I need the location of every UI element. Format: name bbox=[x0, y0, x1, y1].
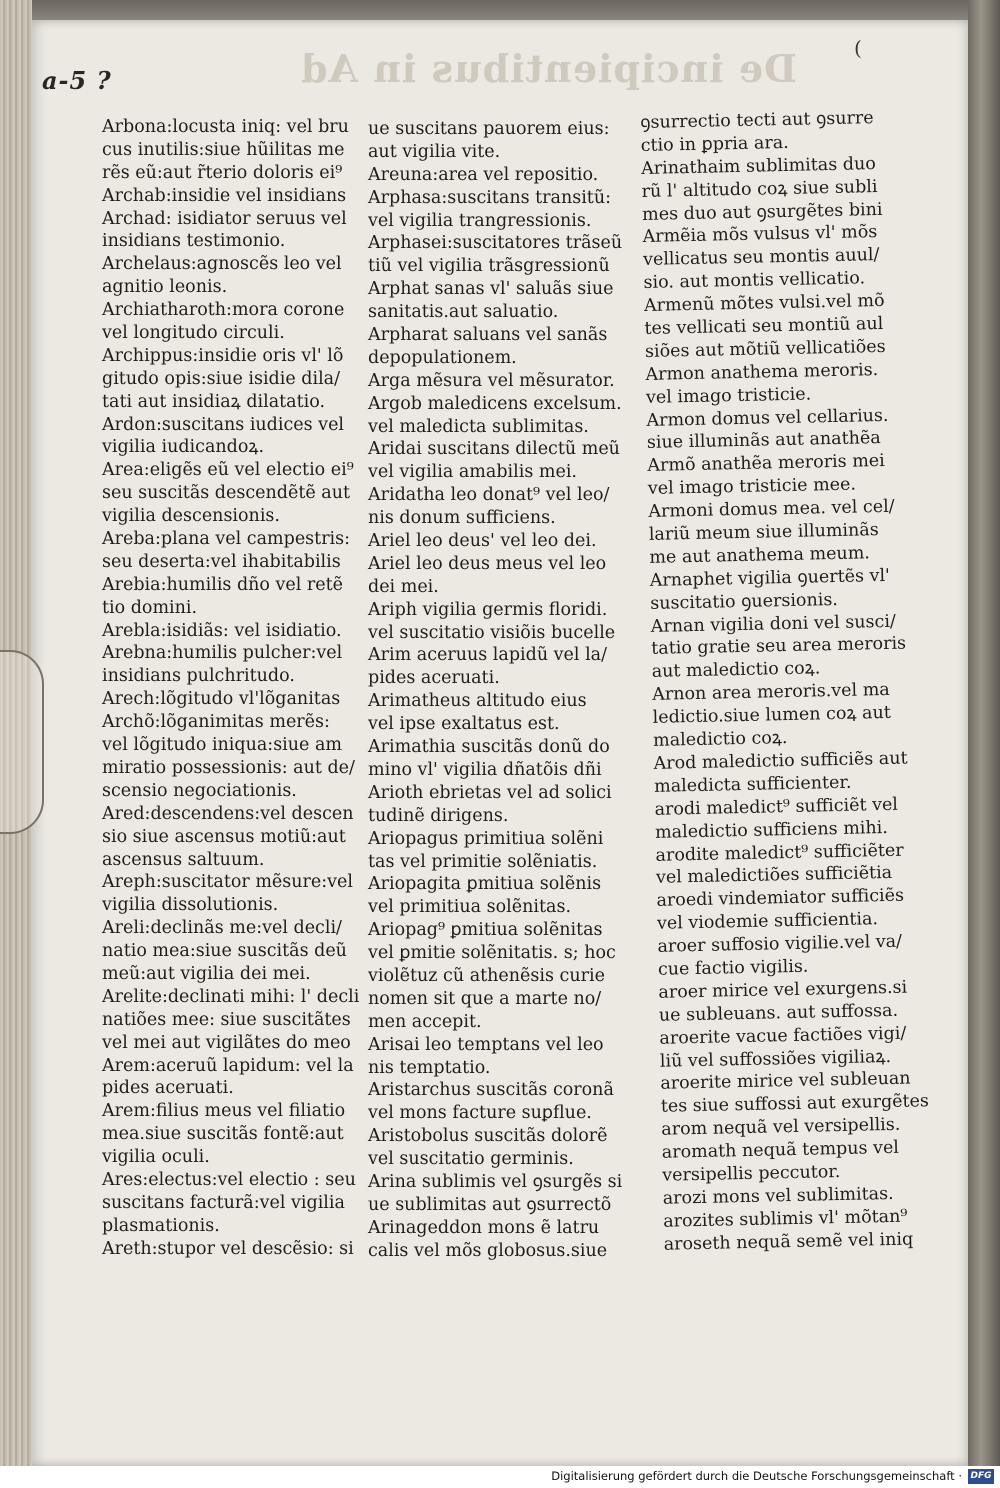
text-line: aromath nequã tempus vel bbox=[661, 1137, 900, 1163]
text-line: insidians pulchritudo. bbox=[102, 666, 295, 687]
text-line: arozi mons vel sublimitas. bbox=[662, 1183, 894, 1209]
text-line: Areth:stupor vel descẽsio: si bbox=[102, 1238, 354, 1259]
text-line: Armenũ mõtes vulsi.vel mõ bbox=[643, 291, 885, 317]
text-line: ue subleuans. aut suffossa. bbox=[658, 1000, 899, 1026]
text-line: Armõ anathẽa meroris mei bbox=[647, 451, 885, 477]
digitization-footer bbox=[0, 1466, 1000, 1488]
text-line: violẽtuz cũ athenẽsis curie bbox=[368, 965, 605, 986]
text-line: Arimathia suscitãs donũ do bbox=[368, 737, 610, 758]
text-line: Armon domus vel cellarius. bbox=[646, 405, 889, 431]
text-line: rũ l' altitudo coꝝ siue subli bbox=[641, 176, 878, 202]
text-line: sio siue ascensus motiũ:aut bbox=[102, 826, 346, 847]
text-line: Arod maledictio sufficiẽs aut bbox=[653, 748, 908, 774]
text-line: Arnan vigilia doni vel susci/ bbox=[650, 611, 897, 637]
text-line: maledictio sufficiens mihi. bbox=[654, 817, 889, 843]
text-line: tes vellicati seu montiũ aul bbox=[644, 313, 884, 339]
text-line: ctio in ꝑpria ara. bbox=[640, 132, 789, 156]
text-line: Archad: isidiator seruus vel bbox=[102, 208, 347, 229]
text-line: tudinẽ dirigens. bbox=[368, 805, 509, 826]
text-line: Arnaphet vigilia ꝯuertẽs vl' bbox=[649, 565, 891, 591]
text-line: Arbona:locusta iniq: vel bru bbox=[102, 117, 349, 137]
text-line: mino vl' vigilia dñatõis dñi bbox=[368, 759, 602, 780]
text-line: Arina sublimis vel ꝯsurgẽs si bbox=[368, 1171, 623, 1192]
text-line: me aut anathema meum. bbox=[649, 543, 871, 568]
text-line: nis temptatio. bbox=[368, 1057, 491, 1078]
text-line: vel lõgitudo iniqua:siue am bbox=[102, 735, 343, 756]
text-line: vel imago tristicie. bbox=[645, 384, 812, 408]
text-line: depopulationem. bbox=[368, 347, 517, 368]
text-line: vel ꝑmitie solẽnitatis. s; hoc bbox=[368, 943, 616, 964]
text-line: vel ipse exaltatus est. bbox=[368, 714, 560, 735]
text-line: Archelaus:agnoscẽs leo vel bbox=[102, 254, 342, 275]
text-line: Arem:aceruũ lapidum: vel la bbox=[102, 1055, 354, 1076]
text-line: vel maledictiões sufficiẽtia bbox=[655, 863, 893, 889]
corner-mark: ( bbox=[854, 36, 862, 60]
text-line: Arimatheus altitudo eius bbox=[368, 691, 587, 712]
text-line: tas vel primitie solẽniatis. bbox=[368, 851, 598, 872]
book-gutter-edge bbox=[968, 0, 1000, 1466]
text-line: agnitio leonis. bbox=[102, 277, 228, 298]
text-line: gitudo opis:siue isidie dila/ bbox=[102, 368, 341, 389]
text-line: Arim aceruus lapidũ vel la/ bbox=[368, 645, 607, 666]
text-line: ascensus saltuum. bbox=[102, 849, 265, 870]
text-line: Ariopagita ꝑmitiua solẽnis bbox=[368, 874, 602, 895]
text-line: Arinathaim sublimitas duo bbox=[640, 153, 877, 179]
text-line: vel mei aut vigilãtes do meo bbox=[102, 1032, 351, 1053]
text-line: Aridai suscitans dilectũ meũ bbox=[368, 439, 620, 460]
folio-signature: a-5 ? bbox=[42, 66, 112, 95]
text-line: vel vigilia amabilis mei. bbox=[368, 462, 577, 483]
text-line: pides aceruati. bbox=[368, 668, 500, 689]
text-line: tiũ vel vigilia trãsgressionũ bbox=[368, 256, 610, 277]
text-line: natio mea:siue suscitãs deũ bbox=[102, 941, 347, 962]
text-line: vigilia descensionis. bbox=[102, 506, 280, 527]
text-line: sanitatis.aut saluatio. bbox=[368, 302, 559, 323]
text-line: Argob maledicens excelsum. bbox=[368, 393, 622, 414]
text-line: Arebna:humilis pulcher:vel bbox=[102, 643, 343, 664]
text-line: mes duo aut ꝯsurgẽtes bini bbox=[641, 199, 883, 225]
text-line: tio domini. bbox=[102, 597, 198, 618]
text-line: plasmationis. bbox=[102, 1215, 220, 1236]
text-line: vel mons facture suꝑflue. bbox=[368, 1103, 592, 1124]
text-line: tatio gratie seu area meroris bbox=[651, 634, 907, 660]
text-line: mea.siue suscitãs fontẽ:aut bbox=[102, 1124, 344, 1145]
text-line: versipellis peccutor. bbox=[662, 1162, 841, 1186]
text-line: vel longitudo circuli. bbox=[102, 323, 285, 344]
text-line: vel suscitatio germinis. bbox=[368, 1149, 574, 1170]
text-line: Arpharat saluans vel sanãs bbox=[368, 325, 608, 346]
text-line: siões aut mõtiũ vellicatiões bbox=[644, 336, 886, 362]
dfg-logo: DFG bbox=[968, 1469, 994, 1484]
text-line: natiões mee: siue suscitãtes bbox=[102, 1009, 351, 1030]
text-line: Arelite:declinati mihi: l' decli bbox=[102, 986, 360, 1007]
text-line: men accepit. bbox=[368, 1011, 482, 1032]
text-column-right bbox=[640, 106, 944, 1256]
text-line: Ares:electus:vel electio : seu bbox=[102, 1169, 356, 1190]
text-line: suscitans facturã:vel vigilia bbox=[102, 1192, 345, 1213]
text-line: arozites sublimis vl' mõtan⁹ bbox=[663, 1206, 908, 1232]
text-line: vigilia dissolutionis. bbox=[102, 895, 279, 916]
scan-top-border bbox=[0, 0, 1000, 20]
text-line: vel primitiua solẽnitas. bbox=[368, 897, 572, 918]
text-line: Ariel leo deus meus vel leo bbox=[368, 553, 607, 574]
text-line: Arisai leo temptans vel leo bbox=[368, 1034, 604, 1055]
text-line: ue suscitans pauorem eius: bbox=[368, 119, 610, 139]
text-line: Ardon:suscitans iudices vel bbox=[102, 414, 345, 435]
text-line: aroerite mirice vel subleuan bbox=[660, 1068, 911, 1095]
text-line: Arphasei:suscitatores trãseũ bbox=[368, 233, 623, 254]
text-line: seu suscitãs descendẽtẽ aut bbox=[102, 483, 351, 504]
text-line: Arebia:humilis dño vel retẽ bbox=[102, 574, 344, 595]
text-line: ledictio.siue lumen coꝝ aut bbox=[652, 703, 892, 729]
text-line: aut maledictio coꝝ. bbox=[651, 658, 821, 683]
text-line: insidians testimonio. bbox=[102, 231, 286, 252]
text-line: Areli:declinãs me:vel decli/ bbox=[102, 918, 342, 939]
text-line: calis vel mõs globosus.siue bbox=[368, 1240, 608, 1261]
text-line: aroedi vindemiator sufficiẽs bbox=[656, 885, 905, 912]
text-line: Arem:filius meus vel filiatio bbox=[102, 1101, 346, 1122]
text-line: maledicta sufficienter. bbox=[653, 772, 852, 797]
text-line: arom nequã vel versipellis. bbox=[661, 1114, 901, 1140]
text-line: Ariel leo deus' vel leo dei. bbox=[368, 531, 597, 552]
text-line: ꝯsurrectio tecti aut ꝯsurre bbox=[640, 108, 874, 133]
text-line: vel maledicta sublimitas. bbox=[368, 416, 589, 437]
text-line: Ariph vigilia germis floridi. bbox=[368, 599, 608, 620]
text-line: Arga mẽsura vel mẽsurator. bbox=[368, 370, 615, 391]
text-line: Archiatharoth:mora corone bbox=[102, 300, 345, 321]
text-line: Arioth ebrietas vel ad solici bbox=[368, 782, 612, 803]
text-line: lariũ meum siue illuminãs bbox=[648, 520, 879, 545]
text-line: aroerite vacue factiões vigi/ bbox=[659, 1023, 907, 1049]
text-line: Ared:descendens:vel descen bbox=[102, 803, 354, 824]
text-line: vel imago tristicie mee. bbox=[647, 474, 857, 500]
text-line: vellicatus seu montis auul/ bbox=[642, 245, 880, 271]
text-line: maledictio coꝝ. bbox=[652, 728, 788, 751]
text-line: Aristobolus suscitãs dolorẽ bbox=[368, 1126, 608, 1147]
text-line: arodi maledict⁹ sufficiẽt vel bbox=[654, 794, 899, 820]
text-line: aut vigilia vite. bbox=[368, 141, 501, 162]
text-line: aroer suffosio vigilie.vel va/ bbox=[657, 931, 903, 957]
text-line: suscitatio ꝯuersionis. bbox=[650, 589, 839, 614]
text-line: Archab:insidie vel insidians bbox=[102, 185, 347, 206]
text-line: cus inutilis:siue hũilitas me bbox=[102, 139, 345, 160]
text-line: siue illuminãs aut anathẽa bbox=[646, 428, 881, 454]
show-through-heading: De incipientibus in Ad bbox=[300, 46, 797, 91]
text-line: vel suscitatio visiõis bucelle bbox=[368, 622, 616, 643]
text-line: Aridatha leo donat⁹ vel leo/ bbox=[368, 485, 610, 506]
book-clasp-band bbox=[0, 650, 44, 834]
text-line: Arebla:isidiãs: vel isidiatio. bbox=[102, 620, 342, 641]
text-line: Armoni domus mea. vel cel/ bbox=[648, 496, 895, 523]
text-line: vel vigilia trangressionis. bbox=[368, 210, 592, 231]
text-line: Areph:suscitator mẽsure:vel bbox=[102, 872, 353, 893]
text-line: liũ vel suffossiões vigiliaꝝ. bbox=[659, 1046, 892, 1072]
text-line: nomen sit que a marte no/ bbox=[368, 988, 602, 1009]
text-line: Areuna:area vel repositio. bbox=[368, 164, 599, 185]
text-line: pides aceruati. bbox=[102, 1078, 234, 1099]
text-column-middle bbox=[368, 118, 640, 1263]
text-line: vel viodemie sufficientia. bbox=[656, 909, 879, 934]
text-line: Armẽia mõs vulsus vl' mõs bbox=[642, 222, 878, 248]
text-line: Arech:lõgitudo vl'lõganitas bbox=[102, 689, 341, 710]
text-line: cue factio vigilis. bbox=[657, 956, 809, 980]
text-line: aroseth nequã semẽ vel iniq bbox=[663, 1229, 914, 1255]
text-line: Archippus:insidie oris vl' lõ bbox=[102, 345, 344, 366]
text-line: Arphat sanas vl' saluãs siue bbox=[368, 279, 614, 300]
text-line: Aristarchus suscitãs coronã bbox=[368, 1080, 614, 1101]
text-line: rẽs eũ:aut r̃terio doloris ei⁹ bbox=[102, 162, 343, 183]
text-line: dei mei. bbox=[368, 576, 439, 597]
text-line: miratio possessionis: aut de/ bbox=[102, 757, 355, 778]
text-line: Arnon area meroris.vel ma bbox=[652, 680, 890, 706]
text-line: Arphasa:suscitans transitũ: bbox=[368, 187, 612, 208]
text-line: tati aut insidiaꝝ dilatatio. bbox=[102, 391, 326, 412]
text-line: Ariopagus primitiua solẽni bbox=[368, 828, 604, 849]
text-line: Armon anathema meroris. bbox=[645, 359, 879, 385]
text-line: arodite maledict⁹ sufficiẽter bbox=[655, 840, 904, 866]
text-line: Areba:plana vel campestris: bbox=[102, 529, 351, 550]
text-line: Archõ:lõganimitas merẽs: bbox=[102, 712, 330, 733]
text-line: tes siue suffossi aut exurgẽtes bbox=[660, 1091, 930, 1118]
text-line: aroer mirice vel exurgens.si bbox=[658, 977, 908, 1003]
text-line: sio. aut montis vellicatio. bbox=[643, 268, 866, 294]
text-line: nis donum sufficiens. bbox=[368, 508, 556, 529]
text-line: Area:eligẽs eũ vel electio ei⁹ bbox=[102, 460, 354, 481]
text-line: scensio negociationis. bbox=[102, 780, 297, 801]
footer-credit-text: Digitalisierung gefördert durch die Deutsche Forschungsgemeinschaft · bbox=[551, 1469, 962, 1483]
text-line: Ariopag⁹ ꝑmitiua solẽnitas bbox=[368, 920, 603, 941]
text-line: ue sublimitas aut ꝯsurrectõ bbox=[368, 1194, 612, 1215]
text-line: vigilia oculi. bbox=[102, 1147, 210, 1168]
text-column-left bbox=[102, 116, 372, 1261]
text-line: seu deserta:vel ihabitabilis bbox=[102, 551, 341, 572]
text-line: vigilia iudicandoꝝ. bbox=[102, 437, 265, 458]
text-line: Arinageddon mons ẽ latru bbox=[368, 1217, 600, 1238]
text-line: meũ:aut vigilia dei mei. bbox=[102, 963, 311, 984]
